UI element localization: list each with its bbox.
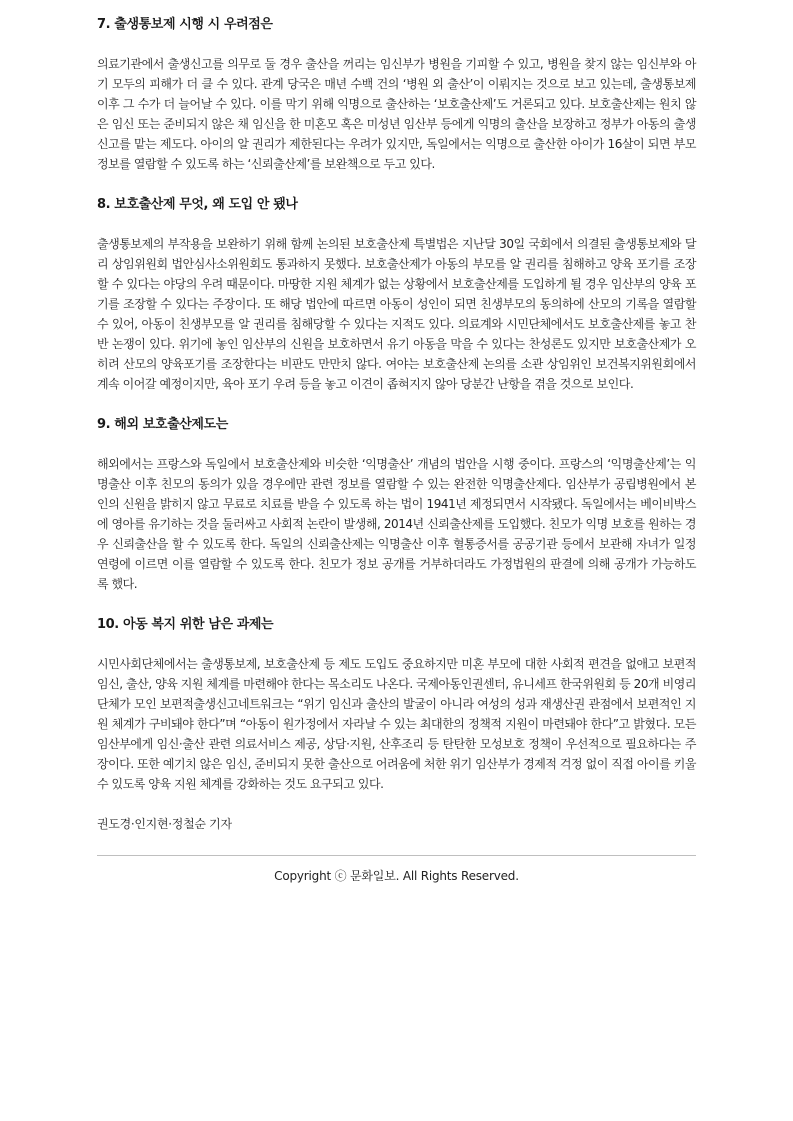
- byline: 권도경·인지현·정철순 기자: [97, 817, 232, 831]
- section-heading: 9. 해외 보호출산제도는: [97, 417, 228, 432]
- section-body: 출생통보제의 부작용을 보완하기 위해 함께 논의된 보호출산제 특별법은 지난달 30일 국회에서 의결된 출생통보제와 달리 상임위원회 법안심사소위원회도 통과하지 못했다. 보호출산제가 아동의 부모를 알 권리를 침해하고 양육 포기를 조장할 수 있다는 야당의 우려 때문이다. 마땅한 지원 체계가 없는 상황에서 보호출산제를 도입하게 될 경우 임산부의 양육 포기를 조장할 수 있다는 주장이다. 또 해당 법안에 따르면 아동이 성인이 되면 친생부모의 동의하에 산모의 기록을 열람할 수 있어, 아동이 친생부모를 알 권리를 침해당할 수 있다는 지적도 있다. 의료계와 시민단체에서도 보호출산제를 놓고 찬반 논쟁이 있다. 위기에 놓인 임산부의 신원을 보호하면서 유기 아동을 막을 수 있다는 찬성론도 있지만 보호출산제가 오히려 산모의 양육포기를 조장한다는 비판도 만만치 않다. 여야는 보호출산제 논의를 소관 상임위인 보건복지위원회에서 계속 이어갈 예정이지만, 육아 포기 우려 등을 놓고 이견이 좁혀지지 않아 당분간 난항을 겪을 것으로 보인다.: [97, 237, 696, 391]
- section-heading: 10. 아동 복지 위한 남은 과제는: [97, 617, 274, 632]
- section-heading: 8. 보호출산제 무엇, 왜 도입 안 됐나: [97, 197, 298, 212]
- section-body: 해외에서는 프랑스와 독일에서 보호출산제와 비슷한 ‘익명출산’ 개념의 법안을 시행 중이다. 프랑스의 ‘익명출산제’는 익명출산 이후 친모의 동의가 있을 경우에만 관련 정보를 열람할 수 있는 완전한 익명출산제다. 임산부가 공립병원에서 본인의 신원을 밝히지 않고 무료로 치료를 받을 수 있도록 하는 법이 1941년 제정되면서 시작됐다. 독일에서는 베이비박스에 영아를 유기하는 것을 둘러싸고 사회적 논란이 발생해, 2014년 신뢰출산제를 도입했다. 친모가 익명 보호를 원하는 경우 신뢰출산을 할 수 있도록 한다. 독일의 신뢰출산제는 익명출산 이후 혈통증서를 공공기관 등에서 보관해 자녀가 일정 연령에 이르면 이를 열람할 수 있도록 한다. 친모가 정보 공개를 거부하더라도 가정법원의 판결에 의해 공개가 가능하도록 했다.: [97, 457, 696, 591]
- footer-divider: [97, 855, 696, 856]
- copyright-footer: Copyright ⓒ 문화일보. All Rights Reserved.: [274, 869, 519, 883]
- section-body: 시민사회단체에서는 출생통보제, 보호출산제 등 제도 도입도 중요하지만 미혼 부모에 대한 사회적 편견을 없애고 보편적 임신, 출산, 양육 지원 체계를 마련해야 한다는 목소리도 나온다. 국제아동인권센터, 유니세프 한국위원회 등 20개 비영리단체가 모인 보편적출생신고네트워크는 “위기 임신과 출산의 발굴이 아니라 여성의 성과 재생산권 관점에서 보편적인 지원 체계가 구비돼야 한다”며 “아동이 원가정에서 자라날 수 있는 최대한의 정책적 지원이 마련돼야 한다”고 밝혔다. 모든 임산부에게 임신·출산 관련 의료서비스 제공, 상담·지원, 산후조리 등 탄탄한 모성보호 정책이 우선적으로 필요하다는 주장이다. 또한 예기치 않은 임신, 준비되지 못한 출산으로 어려움에 처한 위기 임산부가 경제적 걱정 없이 직접 아이를 키울 수 있도록 양육 지원 체계를 강화하는 것도 요구되고 있다.: [97, 657, 696, 791]
- section-7: [97, 14, 696, 174]
- section-body: 의료기관에서 출생신고를 의무로 둘 경우 출산을 꺼리는 임신부가 병원을 기피할 수 있고, 병원을 찾지 않는 임신부와 아기 모두의 피해가 더 클 수 있다. 관계 당국은 매년 수백 건의 ‘병원 외 출산’이 이뤄지는 것으로 보고 있는데, 출생통보제 이후 그 수가 더 늘어날 수 있다. 이를 막기 위해 익명으로 출산하는 ‘보호출산제’도 거론되고 있다. 보호출산제는 원치 않은 임신 또는 준비되지 않은 채 임신을 한 미혼모 혹은 미성년 임산부 등에게 익명의 출산을 보장하고 정부가 아동의 출생신고를 맡는 제도다. 아이의 알 권리가 제한된다는 우려가 있지만, 독일에서는 익명으로 출산한 아이가 16살이 되면 부모 정보를 열람할 수 있도록 하는 ‘신뢰출산제’를 보완책으로 두고 있다.: [97, 57, 696, 171]
- section-8: [97, 194, 696, 394]
- section-heading: 7. 출생통보제 시행 시 우려점은: [97, 17, 273, 32]
- section-9: [97, 414, 696, 594]
- section-10: [97, 614, 696, 794]
